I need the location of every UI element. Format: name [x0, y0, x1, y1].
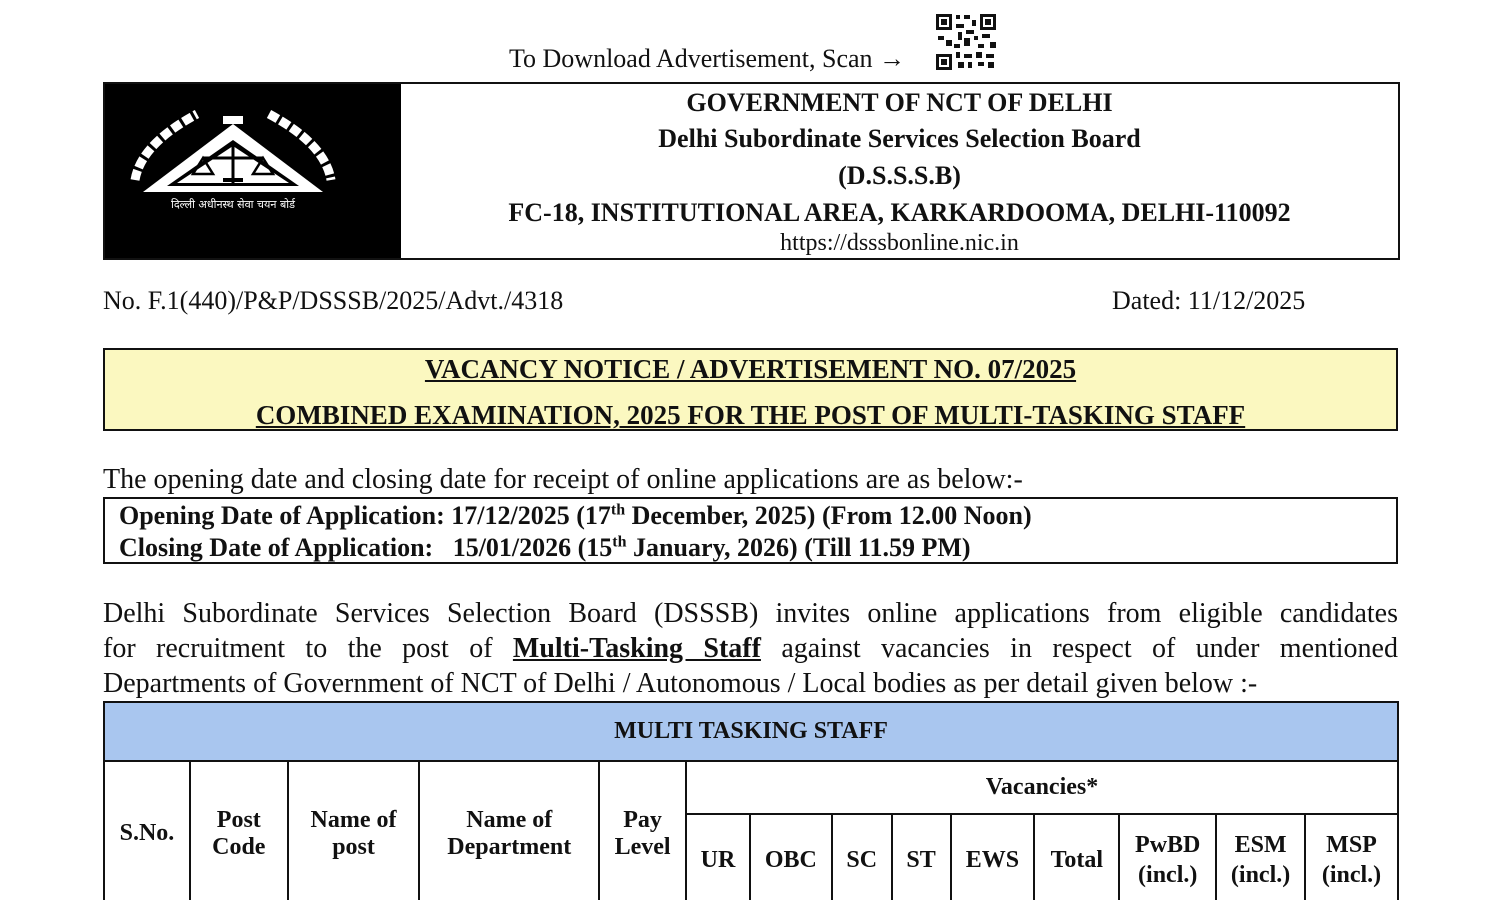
col-st: ST: [892, 814, 951, 900]
closing-date: [119, 533, 971, 563]
board-header: [103, 82, 1400, 260]
paragraph-line-2-end: against vacancies in respect of under mentioned: [760, 633, 1398, 664]
col-department: Name of Department: [419, 761, 599, 900]
invitation-paragraph: [103, 596, 1398, 701]
closing-date-detail: January, 2026) (Till 11.59 PM): [626, 533, 971, 562]
closing-date-label: Closing Date of Application:: [119, 533, 434, 562]
paragraph-line-1: Delhi Subordinate Services Selection Board (DSSSB) invites online applications from eligible candidates: [103, 598, 1398, 629]
scan-instruction: [0, 44, 1500, 74]
reference-number: No. F.1(440)/P&P/DSSSB/2025/Advt./4318: [103, 286, 564, 315]
opening-date-suffix: th: [610, 501, 626, 519]
col-msp: MSP (incl.): [1305, 814, 1398, 900]
col-obc: OBC: [750, 814, 832, 900]
col-pay-level: Pay Level: [599, 761, 686, 900]
opening-date-label: Opening Date of Application:: [119, 501, 445, 530]
paragraph-line-2: [103, 631, 1398, 666]
government-title: GOVERNMENT OF NCT OF DELHI: [686, 88, 1113, 117]
paragraph-line-2-start: for recruitment to the post of: [103, 633, 513, 664]
website-link[interactable]: https://dsssbonline.nic.in: [780, 230, 1019, 256]
col-sno: S.No.: [104, 761, 190, 900]
col-ews: EWS: [951, 814, 1035, 900]
scan-text: To Download Advertisement, Scan →: [508, 44, 906, 73]
opening-date-detail: December, 2025) (From 12.00 Noon): [625, 501, 1032, 530]
opening-date: [119, 501, 1032, 531]
board-address: FC-18, INSTITUTIONAL AREA, KARKARDOOMA, DELHI-110092: [508, 198, 1291, 227]
col-name-of-post: Name of post: [288, 761, 420, 900]
col-pwbd: PwBD (incl.): [1119, 814, 1216, 900]
notice-title: VACANCY NOTICE / ADVERTISEMENT NO. 07/2025: [424, 354, 1077, 384]
paragraph-line-3: Departments of Government of NCT of Delhi / Autonomous / Local bodies as per detail given below :-: [103, 668, 1258, 699]
issue-date: Dated: 11/12/2025: [1112, 286, 1306, 315]
application-dates-box: [103, 497, 1398, 564]
dsssb-logo: [105, 84, 401, 258]
post-name-highlight: Multi-Tasking Staff: [512, 633, 761, 664]
closing-date-value: 15/01/2026 (15: [433, 533, 613, 562]
board-abbreviation: (D.S.S.S.B): [838, 161, 961, 190]
qr-code-icon[interactable]: [934, 12, 998, 72]
table-title: MULTI TASKING STAFF: [104, 702, 1398, 761]
board-name: Delhi Subordinate Services Selection Board: [658, 124, 1141, 153]
col-total: Total: [1034, 814, 1119, 900]
header-text-block: [401, 84, 1398, 258]
logo-tagline: दिल्ली अधीनस्थ सेवा चयन बोर्ड: [170, 198, 296, 211]
col-vacancies: Vacancies*: [686, 761, 1398, 814]
opening-date-value: 17/12/2025 (17: [444, 501, 611, 530]
vacancy-table: [103, 701, 1399, 900]
closing-date-suffix: th: [612, 533, 627, 551]
vacancy-notice-banner: [103, 348, 1398, 431]
col-ur: UR: [686, 814, 750, 900]
col-post-code: Post Code: [190, 761, 288, 900]
notice-subtitle: COMBINED EXAMINATION, 2025 FOR THE POST OF MULTI-TASKING STAFF: [255, 400, 1246, 430]
application-dates-intro: The opening date and closing date for receipt of online applications are as below:-: [103, 464, 1023, 495]
col-sc: SC: [832, 814, 892, 900]
col-esm: ESM (incl.): [1216, 814, 1305, 900]
